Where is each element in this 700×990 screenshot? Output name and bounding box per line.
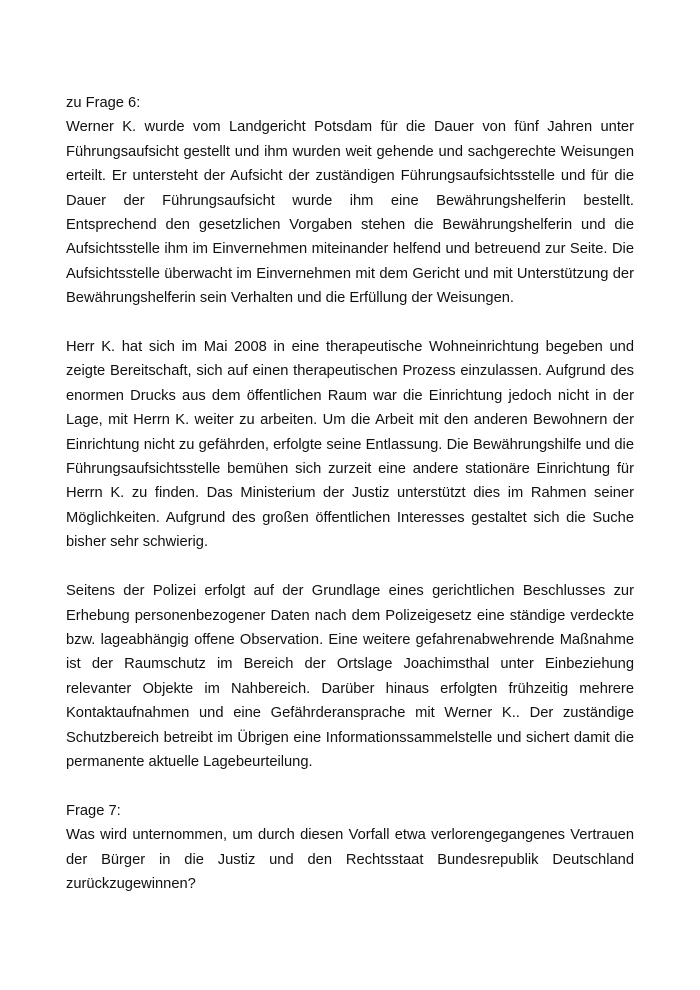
paragraph-spacer [66, 555, 634, 579]
paragraph-residential-facility: Herr K. hat sich im Mai 2008 in eine therapeutische Wohneinrichtung begeben und zeigte Bereitschaft, sich auf einen therapeutischen Prozess einzulassen. Aufgrund des enormen Drucks aus dem öffentlichen Raum war die Einrichtung jedoch nicht in der Lage, mit Herrn K. weiter zu arbeiten. Um die Arbeit mit den anderen Bewohnern der Einrichtung nicht zu gefährden, erfolgte seine Entlassung. Die Bewährungshilfe und die Führungsaufsichtsstelle bemühen sich zurzeit eine andere stationäre Einrichtung für Herrn K. zu finden. Das Ministerium der Justiz unterstützt dies im Rahmen seiner Möglichkeiten. Aufgrund des großen öffentlichen Interesses gestaltet sich die Suche bisher sehr schwierig. [66, 339, 634, 551]
paragraph-spacer [66, 311, 634, 335]
section-6-heading: zu Frage 6: [66, 95, 141, 111]
section-7-heading: Frage 7: [66, 802, 121, 819]
paragraph-police-measures: Seitens der Polizei erfolgt auf der Grundlage eines gerichtlichen Beschlusses zur Erhebung personenbezogener Daten nach dem Polizeigesetz eine ständige verdeckte bzw. lageabhängig offene Observation. Eine weitere gefahrenabwehrende Maßnahme ist der Raumschutz im Bereich der Ortslage Joachimsthal unter Einbeziehung relevanter Objekte im Nahbereich. Darüber hinaus erfolgten frühzeitig mehrere Kontaktaufnahmen und eine Gefährderansprache mit Werner K.. Der zuständige Schutzbereich betreibt im Übrigen eine Informationssammelstelle und sichert damit die permanente aktuelle Lagebeurteilung. [66, 583, 634, 770]
paragraph-supervision: Werner K. wurde vom Landgericht Potsdam für die Dauer von fünf Jahren unter Führungsaufsicht gestellt und ihm wurden weit gehende und sachgerechte Weisungen erteilt. Er untersteht der Aufsicht der zuständigen Führungsaufsichtsstelle und für die Dauer der Führungsaufsicht wurde ihm eine Bewährungshelferin bestellt. Entsprechend den gesetzlichen Vorgaben stehen die Bewährungshelferin und die Aufsichtsstelle ihm im Einvernehmen miteinander helfend und betreuend zur Seite. Die Aufsichtsstelle überwacht im Einvernehmen mit dem Gericht und mit Unterstützung der Bewährungshelferin sein Verhalten und die Erfüllung der Weisungen. [66, 119, 634, 307]
document-page [66, 91, 634, 896]
paragraph-spacer [66, 774, 634, 798]
section-7-question: Was wird unternommen, um durch diesen Vorfall etwa verlorengegangenes Vertrauen der Bürger in die Justiz und den Rechtsstaat Bundesrepublik Deutschland zurückzugewinnen? [66, 827, 634, 892]
